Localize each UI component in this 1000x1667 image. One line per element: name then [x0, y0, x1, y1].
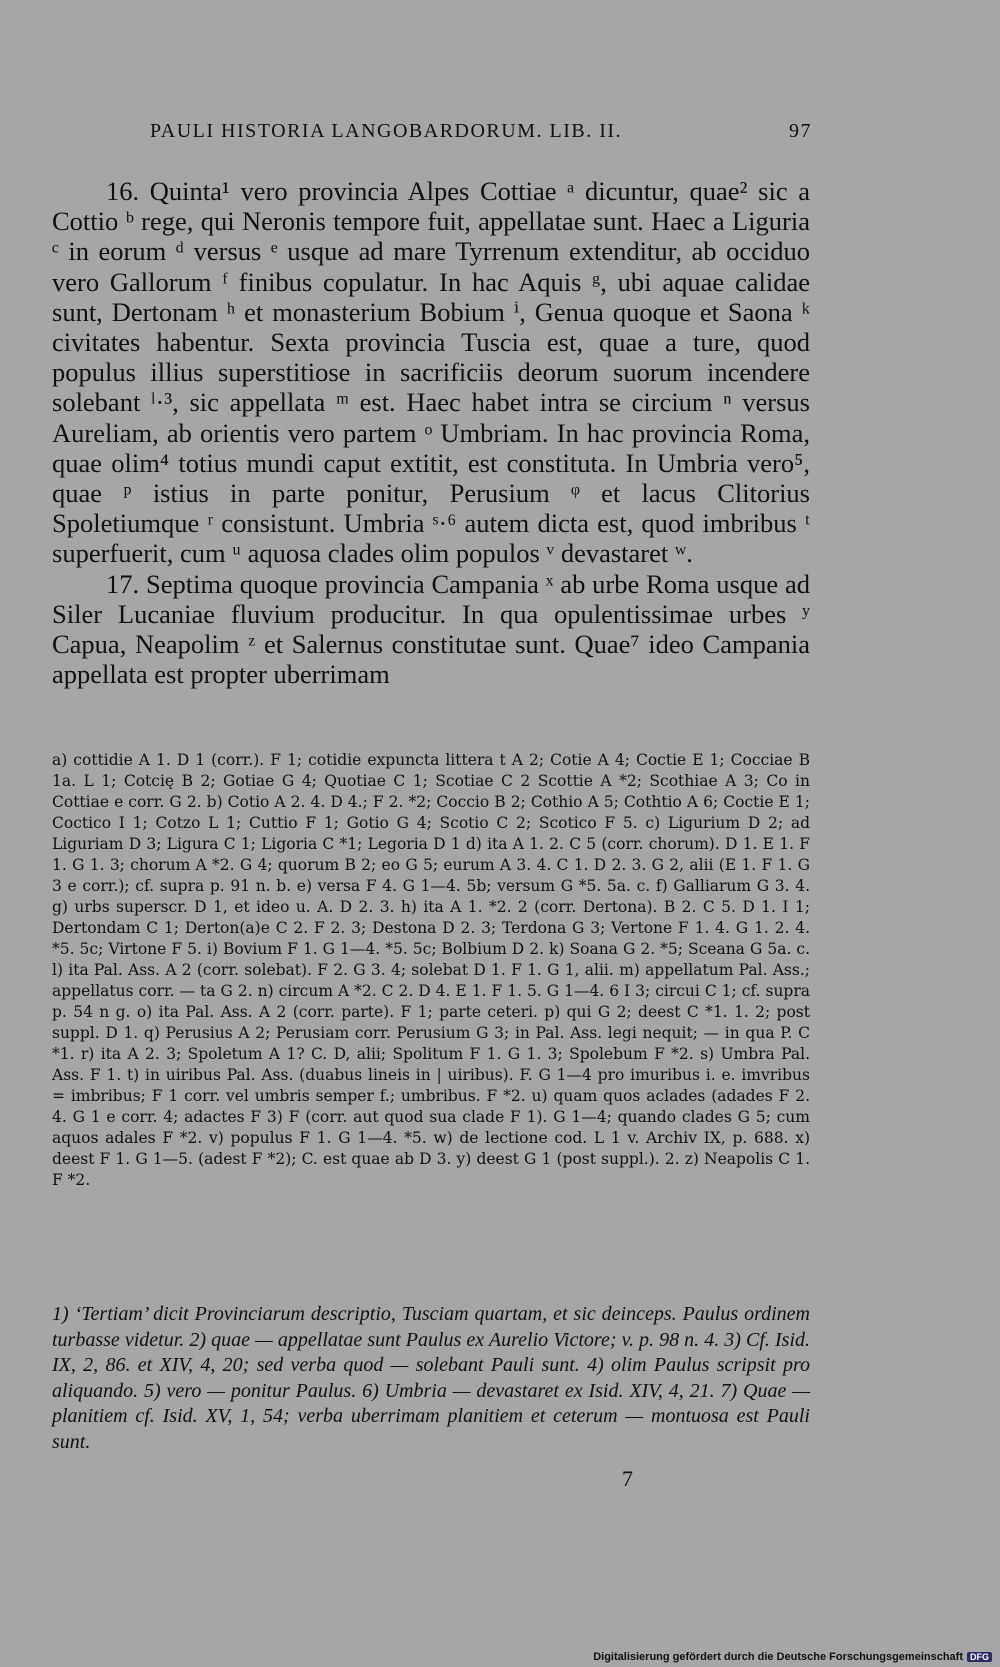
paragraph-17: 17. Septima quoque provincia Campania ˣ ab urbe Roma usque ad Siler Lucaniae fluvium producitur. In qua opulentissimae urbes ʸ Capua, Neapolim ᶻ et Salernus constitutae sunt. Quae⁷ ideo Campania appellata est propter uberrimam [52, 568, 810, 690]
digitization-footer [593, 1651, 992, 1663]
paragraph-16: 16. Quinta¹ vero provincia Alpes Cottiae ᵃ dicuntur, quae² sic a Cottio ᵇ rege, qui Neronis tempore fuit, appellatae sunt. Haec a Liguria ᶜ in eorum ᵈ versus ᵉ usque ad mare Tyrrenum extenditur, ab occiduo vero Gallorum ᶠ finibus copulatur. In hac Aquis ᵍ, ubi aquae calidae sunt, Dertonam ʰ et monasterium Bobium ⁱ, Genua quoque et Saona ᵏ civitates habentur. Sexta provincia Tuscia est, quae a ture, quod populus illius superstitiose in sacrificiis deorum suorum incendere solebant ˡ·³, sic appellata ᵐ est. Haec habet intra se circium ⁿ versus Aureliam, ab orientis vero partem ᵒ Umbriam. In hac provincia Roma, quae olim⁴ totius mundi caput extitit, est constituta. In Umbria vero⁵, quae ᵖ istius in parte ponitur, Perusium ᵠ et lacus Clitorius Spoletiumque ʳ consistunt. Umbria ˢ·⁶ autem dicta est, quod imbribus ᵗ superfuerit, cum ᵘ aquosa clades olim populos ᵛ devastaret ʷ. [52, 176, 810, 569]
page-number: 97 [789, 120, 812, 142]
source-notes [52, 1302, 810, 1455]
variant-apparatus [52, 750, 810, 1191]
main-text [52, 176, 810, 689]
running-header [150, 120, 812, 143]
source-notes-text: 1) ‘Tertiam’ dicit Provinciarum descriptio, Tusciam quartam, et sic deinceps. Paulus ordinem turbasse videtur. 2) quae — appellatae sunt Paulus ex Aurelio Victore; v. p. 98 n. 4. 3) Cf. Isid. IX, 2, 86. et XIV, 4, 20; sed verba quod — solebant Pauli sunt. 4) olim Paulus scripsit pro aliquando. 5) vero — ponitur Paulus. 6) Umbria — devastaret ex Isid. XIV, 4, 21. 7) Quae — planitiem cf. Isid. XV, 1, 54; verba uberrimam planitiem et ceterum — montuosa est Pauli sunt. [52, 1303, 810, 1453]
running-title: PAULI HISTORIA LANGOBARDORUM. LIB. II. [150, 120, 623, 142]
footer-credit: Digitalisierung gefördert durch die Deutsche Forschungsgemeinschaft [593, 1651, 963, 1663]
dfg-logo: DFG [967, 1652, 992, 1662]
variant-apparatus-text: a) cottidie A 1. D 1 (corr.). F 1; cotidie expuncta littera t A 2; Cotie A 4; Coctie E 1; Cocciae B 1a. L 1; Cotcię B 2; Gotiae G 4; Quotiae C 1; Scotiae C 2 Scottie A *2; Scothiae A 3; Co in Cottiae e corr. G 2. b) Cotio A 2. 4. D 4.; F 2. *2; Coccio B 2; Cothio A 5; Cothtio A 6; Coctie E 1; Coctico I 1; Cotzo L 1; Cuttio F 1; Gotio G 4; Scotio C 2; Scotico F 5. c) Ligurium D 2; ad Liguriam D 3; Ligura C 1; Ligoria C *1; Legoria D 1 d) ita A 1. 2. C 5 (corr. chorum). D 1. E 1. F 1. G 1. 3; chorum A *2. G 4; quorum B 2; eo G 5; eurum A 3. 4. C 1. D 2. 3. G 2, alii (E 1. F 1. G 3 e corr.); cf. supra p. 91 n. b. e) versa F 4. G 1—4. 5b; versum G *5. 5a. c. f) Galliarum G 3. 4. g) urbs superscr. D 1, et ideo u. A. D 2. 3. h) ita A 1. *2. 2 (corr. Dertona). B 2. C 5. D 1. I 1; Dertondam C 1; Derton(a)e C 2. F 2. 3; Destona D 2. 3; Terdona G 3; Vertone F 1. 4. G 1. 2. 4. *5. 5c; Virtone F 5. i) Bovium F 1. G 1—4. *5. 5c; Bolbium D 2. k) Soana G 2. *5; Sceana G 5a. c. l) ita Pal. Ass. A 2 (corr. solebat). F 2. G 3. 4; solebat D 1. F 1. G 1, alii. m) appellatum Pal. Ass.; appellatus corr. — ta G 2. n) circum A *2. C 2. D 4. E 1. F 1. 5. G 1—4. 6 I 3; circui C 1; cf. supra p. 54 n g. o) ita Pal. Ass. A 2 (corr. parte). F 1; parte ceteri. p) qui G 2; deest C *1. 1. 2; post suppl. D 1. q) Perusius A 2; Perusiam corr. Perusium G 3; in Pal. Ass. legi nequit; — in qua P. C *1. r) ita A 2. 3; Spoletum A 1? C. D, alii; Spolitum F 1. G 1. 3; Spolebum F *2. s) Umbra Pal. Ass. F 1. t) in uiribus Pal. Ass. (duabus lineis in | uiribus). F. G 1—4 pro imuribus i. e. imvribus = imbribus; F 1 corr. vel umbris semper f.; umbribus. F *2. u) quam quos aclades (adades F 2. 4. G 1 e corr. 4; adactes F 3) F (corr. aut quod sua clade F 1). G 1—4; quando clades G 5; cum aquos adales F *2. v) populus F 1. G 1—4. *5. w) de lectione cod. L 1 v. Archiv IX, p. 688. x) deest F 1. G 1—5. (adest F *2); C. est quae ab D 3. y) deest G 1 (post suppl.). 2. z) Neapolis C 1. F *2. [52, 751, 810, 1189]
signature-mark: 7 [622, 1466, 633, 1491]
